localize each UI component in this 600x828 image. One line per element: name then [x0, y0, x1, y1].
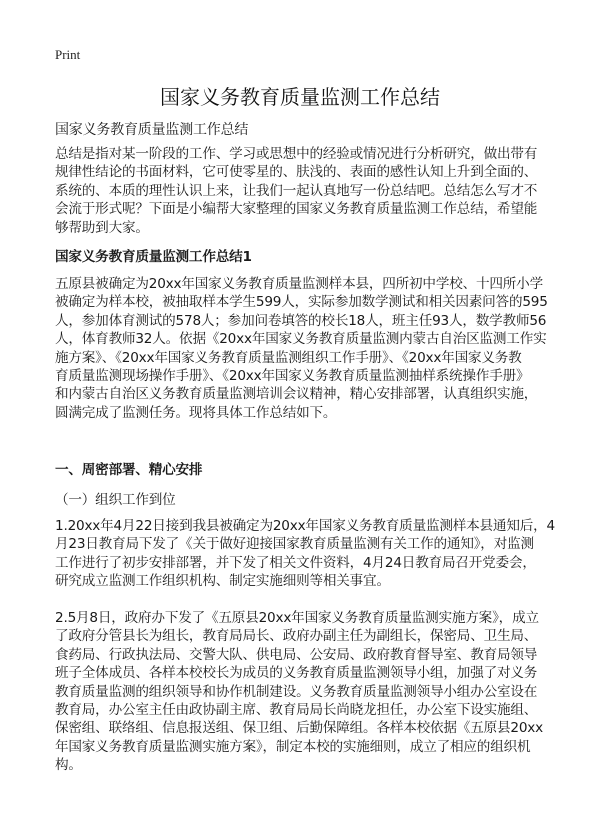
text-line: 够帮助到大家。 — [55, 219, 149, 236]
intro-paragraph — [55, 145, 555, 237]
text-line: 圆满完成了监测任务。现将具体工作总结如下。 — [55, 404, 337, 421]
text-line: 了政府分管县长为组长，教育局局长、政府办副主任为副组长，保密局、卫生局、 — [55, 628, 538, 645]
text-line: 教育质量监测的组织领导和协作机制建设。义务教育质量监测领导小组办公室设在 — [55, 683, 538, 700]
text-line: 研究成立监测工作组织机构、制定实施细则等相关事宜。 — [55, 573, 390, 590]
body-paragraph — [55, 609, 555, 775]
text-line: 和内蒙古自治区义务教育质量监测培训会议精神，精心安排部署，认真组织实施， — [55, 386, 538, 403]
text-line: 施方案》、《20xx年国家义务教育质量监测组织工作手册》、《20xx年国家义务教 — [55, 349, 522, 366]
text-line: 年国家义务教育质量监测实施方案》，制定本校的实施细则，成立了相应的组织机 — [55, 738, 531, 755]
text-line: 食药局、行政执法局、交警大队、供电局、公安局、政府教育督导室、教育局领导 — [55, 646, 538, 663]
section-heading — [55, 461, 555, 479]
body-paragraph — [55, 517, 555, 591]
text-line: 规律性结论的书面材料，它可使零星的、肤浅的、表面的感性认知上升到全面的、 — [55, 164, 538, 181]
text-line: 人，参加体育测试的578人；参加问卷填答的校长18人，班主任93人，数学教师56 — [55, 312, 547, 329]
text-line: 教育局，办公室主任由政协副主席、教育局局长尚晓龙担任，办公室下设实施组、 — [55, 701, 538, 718]
text-line: 总结是指对某一阶段的工作、学习或思想中的经验或情况进行分析研究，做出带有 — [55, 146, 538, 162]
text-line: 人，体育教师32人。依据《20xx年国家义务教育质量监测内蒙古自治区监测工作实 — [55, 331, 547, 348]
text-line: 五原县被确定为20xx年国家义务教育质量监测样本县，四所初中学校、十四所小学 — [55, 276, 543, 292]
text-line: 育质量监测现场操作手册》、《20xx年国家义务教育质量监测抽样系统操作手册》 — [55, 367, 530, 384]
text-line: 被确定为样本校，被抽取样本学生599人，实际参加数学测试和相关因素问答的595 — [55, 294, 548, 311]
text-line: 国家义务教育质量监测工作总结 — [55, 122, 249, 138]
text-line: 班子全体成员、各样本校校长为成员的义务教育质量监测领导小组，加强了对义务 — [55, 665, 538, 682]
text-line: 会流于形式呢？下面是小编帮大家整理的国家义务教育质量监测工作总结，希望能 — [55, 201, 538, 218]
text-line: 月23日教育局下发了《关于做好迎接国家教育质量监测有关工作的通知》，对监测 — [55, 536, 534, 553]
text-line: 构。 — [55, 757, 82, 774]
text-line: 1.20xx年4月22日接到我县被确定为20xx年国家义务教育质量监测样本县通知后，4 — [55, 518, 555, 534]
document-title: 国家义务教育质量监测工作总结 — [160, 85, 440, 109]
text-line: （一）组织工作到位 — [55, 492, 176, 508]
body-paragraph — [55, 275, 555, 422]
text-line: 国家义务教育质量监测工作总结1 — [55, 249, 252, 265]
document-subtitle — [55, 121, 555, 139]
text-line: 保密组、联络组、信息报送组、保卫组、后勤保障组。各样本校依据《五原县20xx — [55, 720, 543, 737]
print-link[interactable]: Print — [55, 47, 81, 62]
subsection-heading — [55, 491, 555, 509]
section-heading — [55, 248, 555, 266]
text-line: 一、周密部署、精心安排 — [55, 462, 203, 478]
text-line: 系统的、本质的理性认识上来，让我们一起认真地写一份总结吧。总结怎么写才不 — [55, 182, 538, 199]
text-line: 2.5月8日，政府办下发了《五原县20xx年国家义务教育质量监测实施方案》，成立 — [55, 610, 539, 626]
text-line: 工作进行了初步安排部署，并下发了相关文件资料，4月24日教育局召开党委会， — [55, 554, 536, 571]
